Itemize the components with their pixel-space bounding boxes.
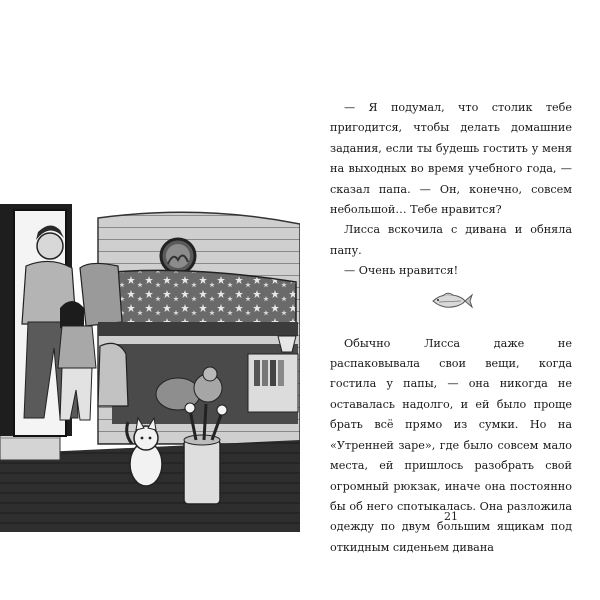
paragraph: Лисса вскочила с дивана и обняла папу. bbox=[330, 223, 572, 257]
cabin-illustration bbox=[0, 204, 300, 532]
paragraph: Обычно Лисса даже не распаковывала свои вещи, когда гостила у папы, — она никогда не оставалась надолго, и ей было проще брать всё прямо из сумки. Но на «Утренней заре», где было совсем мало места, ей пришлось разобрать свой огромный рюкзак, иначе она постоянно бы об него спотыкалась. Она разложила одежду по двум большим ящикам под откидным сиденьем дивана bbox=[330, 336, 572, 554]
paragraph: — Очень нравится! bbox=[344, 264, 459, 278]
text-page bbox=[330, 98, 572, 558]
illustration bbox=[0, 204, 300, 532]
paragraph: — Я подумал, что столик тебе пригодится, чтобы делать домашние задания, если ты будешь гостить у меня на выходных во время учебного года, — сказал папа. — Он, конечно, совсем небольшой… Тебе нравится? bbox=[330, 101, 572, 217]
page-number: 21 bbox=[444, 510, 458, 523]
fish-icon bbox=[429, 290, 473, 312]
